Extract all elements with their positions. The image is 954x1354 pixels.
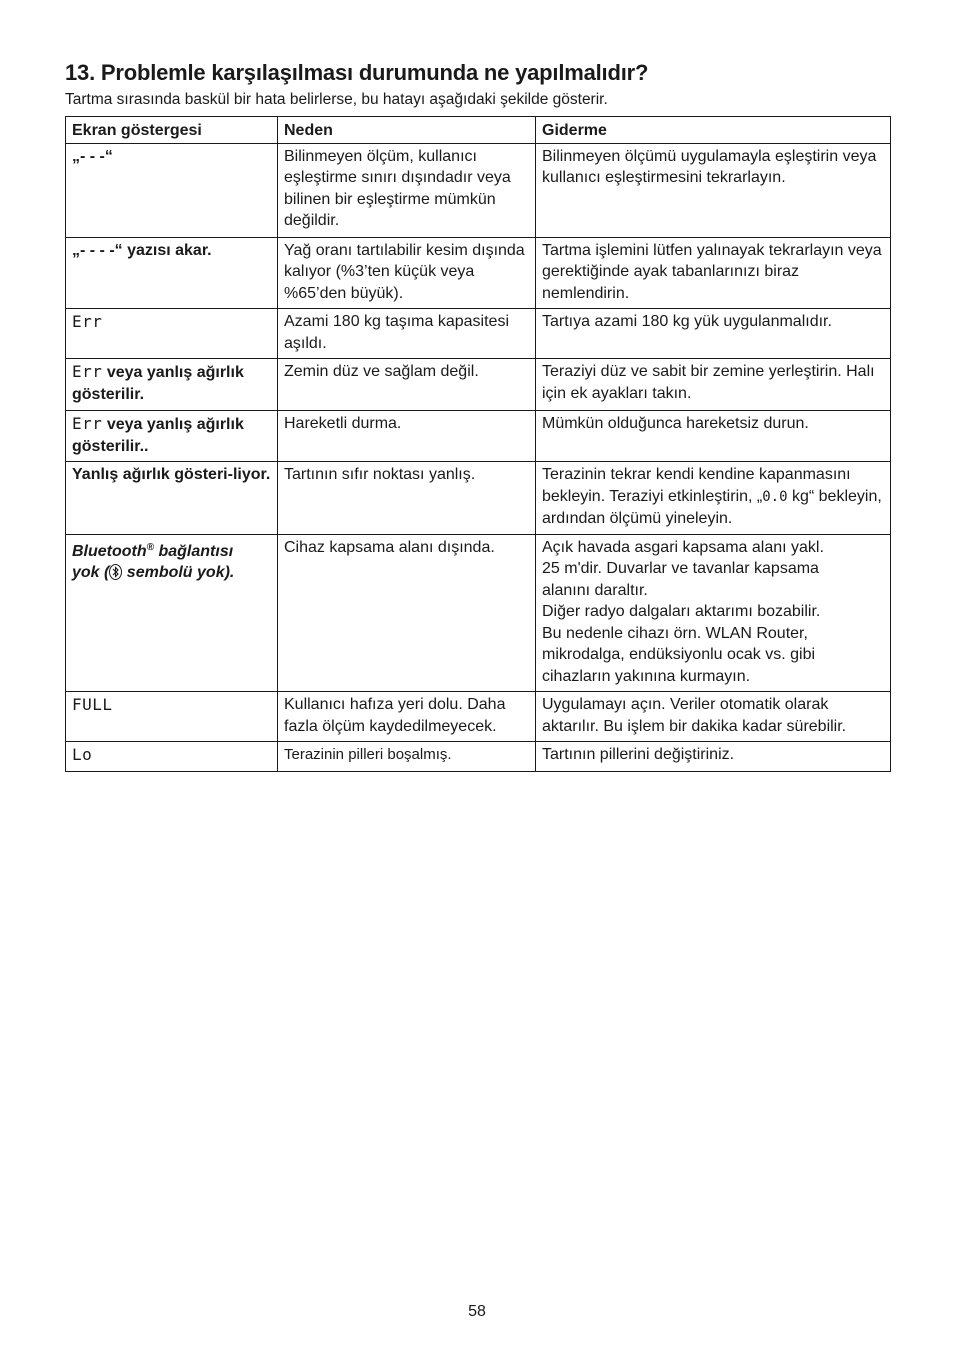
fix-line: mikrodalga, endüksiyonlu ocak vs. gibi — [542, 646, 816, 663]
lcd-err-text: Err — [72, 414, 103, 433]
display-text: yok ( — [72, 564, 110, 581]
display-text: bağlantısı — [154, 542, 234, 560]
fix-text: kg“ bekleyin, ardından ölçümü yineleyin. — [542, 487, 882, 527]
header-fix: Giderme — [536, 117, 891, 144]
fix-text: Terazinin tekrar kendi kendine kapanmasını bekleyin. Teraziyi etkinleştirin, „ — [542, 466, 851, 505]
lcd-full-text: FULL — [72, 695, 113, 714]
display-cell: „- - - -“ yazısı akar. — [66, 237, 278, 309]
cause-cell: Hareketli durma. — [278, 411, 536, 462]
fix-cell: Mümkün olduğunca hareketsiz durun. — [536, 411, 891, 462]
fix-line: Bu nedenle cihazı örn. WLAN Router, — [542, 624, 808, 642]
cause-cell: Terazinin pilleri boşalmış. — [278, 742, 536, 772]
fix-line: 25 m'dir. Duvarlar ve tavanlar kapsama — [542, 560, 819, 577]
fix-line: alanını daraltır. — [542, 581, 648, 599]
fix-cell: Tartma işlemini lütfen yalınayak tekrarlayın veya gerektiğinde ayak tabanlarınızı biraz nemlendirin. — [536, 237, 891, 309]
display-text: veya yanlış ağırlık gösterilir. — [72, 364, 244, 403]
table-row — [66, 534, 891, 692]
cause-cell: Bilinmeyen ölçüm, kullanıcı eşleştirme sınırı dışındadır veya bilinen bir eşleştirme mümkün değildir. — [278, 143, 536, 237]
display-cell — [66, 359, 278, 411]
fix-cell — [536, 462, 891, 535]
lcd-lo-text: Lo — [72, 745, 93, 764]
cause-cell: Kullanıcı hafıza yeri dolu. Daha fazla ölçüm kaydedilmeyecek. — [278, 692, 536, 742]
display-text: sembolü yok). — [122, 564, 235, 581]
cause-cell: Cihaz kapsama alanı dışında. — [278, 534, 536, 692]
display-cell: Yanlış ağırlık gösteri-liyor. — [66, 462, 278, 535]
bluetooth-label: Bluetooth — [72, 542, 147, 560]
lcd-zero-text: 0.0 — [762, 488, 788, 505]
fix-cell: Bilinmeyen ölçümü uygulamayla eşleştirin veya kullanıcı eşleştirmesini tekrarlayın. — [536, 143, 891, 237]
table-header-row — [66, 117, 891, 144]
troubleshooting-table — [65, 116, 891, 772]
cause-cell: Yağ oranı tartılabilir kesim dışında kalıyor (%3’ten küçük veya %65’den büyük). — [278, 237, 536, 309]
table-row — [66, 237, 891, 309]
fix-line: Diğer radyo dalgaları aktarımı bozabilir. — [542, 603, 821, 620]
cause-cell: Zemin düz ve sağlam değil. — [278, 359, 536, 411]
display-cell — [66, 309, 278, 359]
fix-cell: Uygulamayı açın. Veriler otomatik olarak aktarılır. Bu işlem bir dakika kadar sürebilir. — [536, 692, 891, 742]
fix-cell: Teraziyi düz ve sabit bir zemine yerleştirin. Halı için ek ayakları takın. — [536, 359, 891, 411]
table-row — [66, 309, 891, 359]
page-number: 58 — [468, 1303, 486, 1320]
fix-cell — [536, 534, 891, 692]
table-row — [66, 742, 891, 772]
display-cell — [66, 534, 278, 692]
cause-cell: Azami 180 kg taşıma kapasitesi aşıldı. — [278, 309, 536, 359]
fix-line: Açık havada asgari kapsama alanı yakl. — [542, 538, 824, 556]
registered-mark: ® — [146, 541, 155, 553]
header-cause: Neden — [278, 117, 536, 144]
table-row — [66, 359, 891, 411]
lcd-err-text: Err — [72, 362, 103, 381]
lcd-err-text: Err — [72, 312, 103, 331]
fix-line: cihazların yakınına kurmayın. — [542, 667, 751, 685]
display-text: veya yanlış ağırlık gösterilir.. — [72, 416, 244, 455]
display-cell — [66, 742, 278, 772]
intro-text: Tartma sırasında baskül bir hata belirlerse, bu hatayı aşağıdaki şekilde gösterir. — [65, 91, 608, 108]
table-row — [66, 411, 891, 462]
header-display: Ekran göstergesi — [66, 117, 278, 144]
table-row — [66, 462, 891, 535]
fix-cell: Tartının pillerini değiştiriniz. — [536, 742, 891, 772]
cause-cell: Tartının sıfır noktası yanlış. — [278, 462, 536, 535]
display-cell — [66, 692, 278, 742]
display-cell — [66, 411, 278, 462]
display-cell: „- - -“ — [66, 143, 278, 237]
table-row — [66, 692, 891, 742]
fix-cell: Tartıya azami 180 kg yük uygulanmalıdır. — [536, 309, 891, 359]
table-row — [66, 143, 891, 237]
section-title: 13. Problemle karşılaşılması durumunda ne yapılmalıdır? — [65, 60, 649, 85]
bluetooth-icon — [109, 564, 122, 587]
